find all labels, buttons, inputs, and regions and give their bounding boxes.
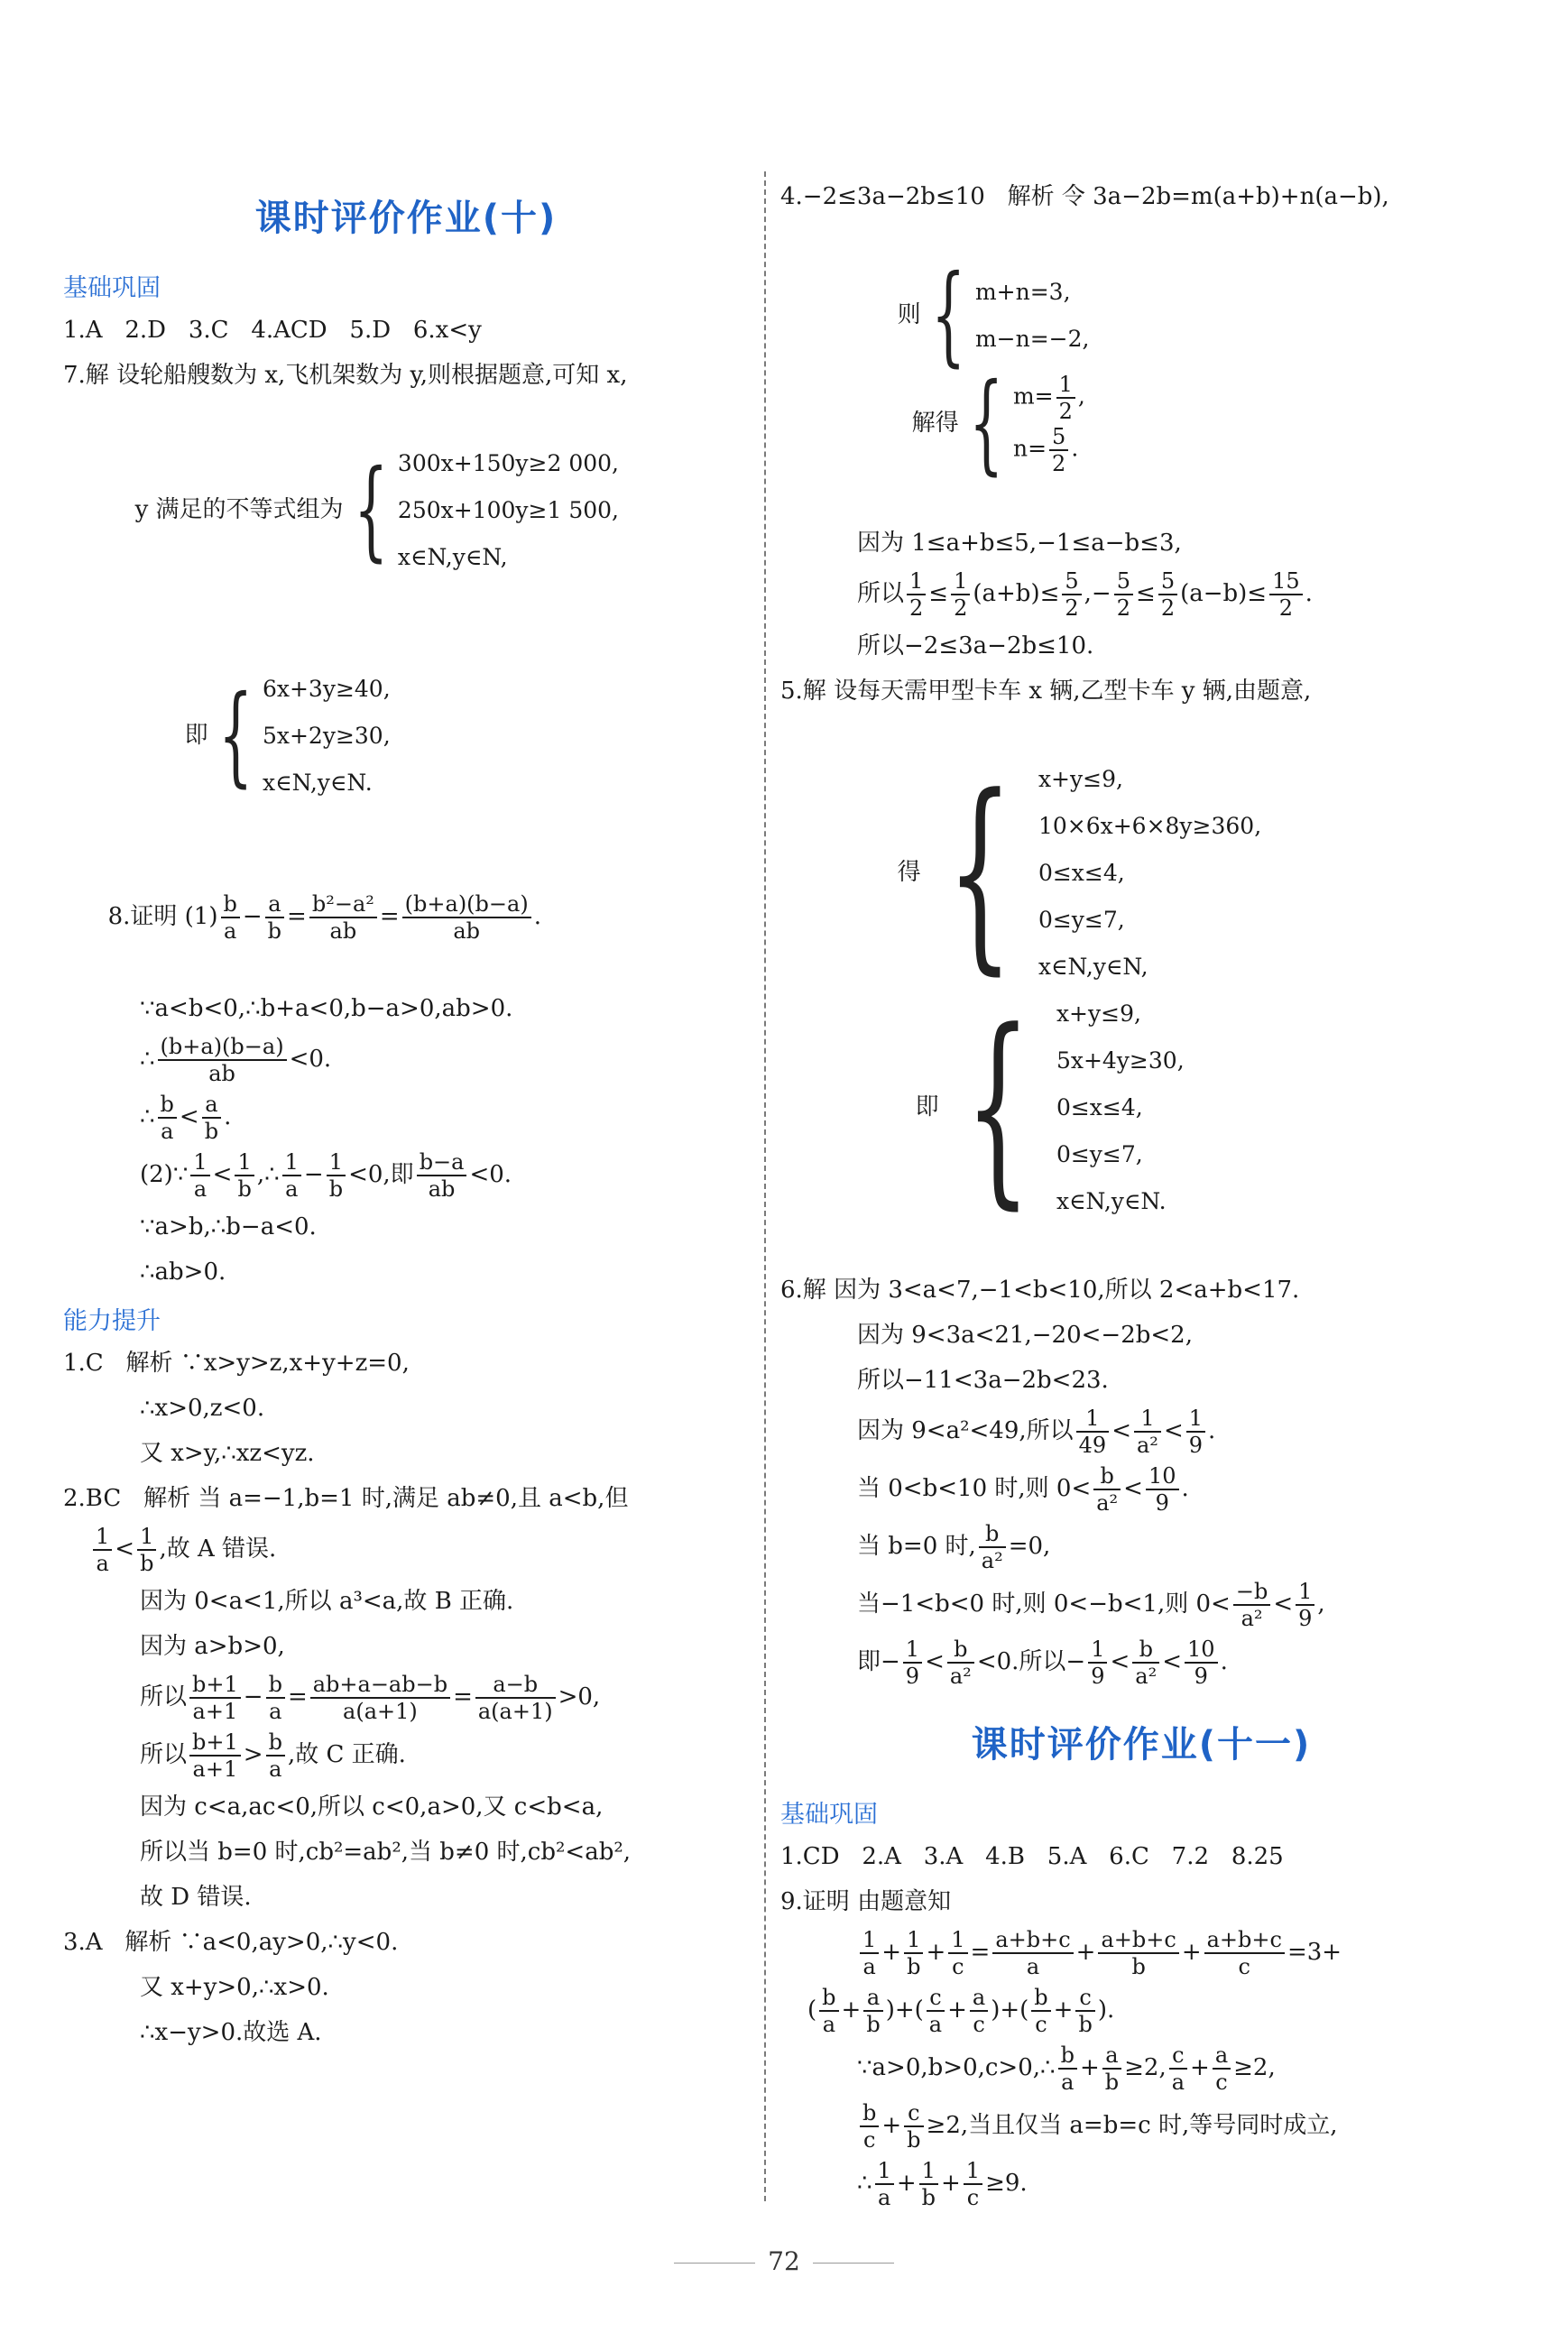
q8-line6: ∴ab>0. bbox=[140, 1259, 226, 1286]
q7-system-2: 即 { 6x+3y≥40, 5x+2y≥30, x∈N,y∈N. bbox=[184, 673, 391, 798]
p2-line7: 因为 c<a,ac<0,所以 c<0,a>0,又 c<b<a, bbox=[140, 1793, 604, 1821]
q6-line1: 6.解 因为 3<a<7,−1<b<10,所以 2<a+b<17. bbox=[780, 1277, 1300, 1304]
q4-line4: 所以−2≤3a−2b≤10. bbox=[857, 632, 1094, 659]
p3-line2: 又 x+y>0,∴x>0. bbox=[140, 1974, 329, 2001]
q6-line2: 因为 9<3a<21,−20<−2b<2, bbox=[857, 1322, 1193, 1349]
basic-heading: 基础巩固 bbox=[63, 274, 161, 302]
q8-line4: (2)∵ $\frac{1}{a}$ < $\frac{1}{b}$ ,∴ $\frac{1}{a}$ − $\frac{1}{b}$ <0,即 $\frac{b-a}{ab}$ <0. bbox=[140, 1149, 512, 1202]
advanced-heading: 能力提升 bbox=[63, 1307, 161, 1335]
q8-line2: ∴ $\frac{(b+a)(b-a)}{ab}$ <0. bbox=[140, 1034, 332, 1086]
p2-line8: 所以当 b=0 时,cb²=ab²,当 b≠0 时,cb²<ab², bbox=[140, 1839, 632, 1866]
p3-line3: ∴x−y>0.故选 A. bbox=[140, 2019, 322, 2046]
right-column bbox=[780, 171, 1502, 2216]
p2-line4: 因为 a>b>0, bbox=[140, 1633, 285, 1660]
q9-line2: $\frac{1}{a}$ + $\frac{1}{b}$ + $\frac{1}{c}$ = $\frac{a+b+c}{a}$ + $\frac{a+b+c}{b}$ + $\frac{a+b+c}{c}$ =3+ bbox=[780, 1927, 1502, 1979]
q8-line3: ∴ $\frac{b}{a}$ < $\frac{a}{b}$ . bbox=[140, 1092, 232, 1144]
basic-answers-2: 1.CD 2.A 3.A 4.B 5.A 6.C 7.2 8.25 bbox=[780, 1843, 1284, 1870]
section-title-11: 课时评价作业(十一) bbox=[971, 1724, 1312, 1766]
q8-line1: ∵a<b<0,∴b+a<0,b−a>0,ab>0. bbox=[140, 995, 513, 1022]
q6-line3: 所以−11<3a−2b<23. bbox=[857, 1367, 1109, 1394]
q4-line3: 所以 $\frac{1}{2}$ ≤ $\frac{1}{2}$ (a+b)≤ $\frac{5}{2}$ ,− $\frac{5}{2}$ ≤ $\frac{5}{2}$ (a−b)≤ $\frac{15}{2}$ . bbox=[857, 568, 1313, 621]
q7-intro: 7.解 设轮船艘数为 x,飞机架数为 y,则根据题意,可知 x, bbox=[63, 362, 628, 389]
page-number: 72 bbox=[0, 2246, 1568, 2276]
q9-line1: 9.证明 由题意知 bbox=[780, 1888, 952, 1915]
left-column bbox=[63, 162, 749, 2058]
q6-line7: 当−1<b<0 时,则 0<−b<1,则 0< $\frac{-b}{\text{a²}}$ < $\frac{1}{9}$ , bbox=[857, 1579, 1325, 1631]
p2-line3: 因为 0<a<1,所以 a³<a,故 B 正确. bbox=[140, 1588, 514, 1615]
q9-line4: ∵a>0,b>0,c>0,∴ $\frac{b}{a}$ + $\frac{a}{b}$ ≥2, $\frac{c}{a}$ + $\frac{a}{c}$ ≥2, bbox=[857, 2042, 1276, 2095]
basic-heading-2: 基础巩固 bbox=[780, 1801, 878, 1829]
p1-line2: ∴x>0,z<0. bbox=[140, 1395, 265, 1422]
q9-line3: ( $\frac{b}{a}$ + $\frac{a}{b}$ )+( $\frac{c}{a}$ + $\frac{a}{c}$ )+( $\frac{b}{c}$ + $\frac{c}{b}$ ). bbox=[807, 1985, 1115, 2037]
q8-part1: 8.证明 (1) $\frac{b}{a}$ − $\frac{a}{b}$ = $\frac{\text{b²−a²}}{ab}$ = $\frac{(b+a)(b-a)}{ab}$ . bbox=[107, 891, 541, 944]
q4-line2: 因为 1≤a+b≤5,−1≤a−b≤3, bbox=[857, 530, 1182, 557]
basic-answers: 1.A 2.D 3.C 4.ACD 5.D 6.x<y bbox=[63, 317, 482, 344]
p2-line2: $\frac{1}{a}$ < $\frac{1}{b}$ ,故 A 错误. bbox=[63, 1524, 749, 1576]
p1-line3: 又 x>y,∴xz<yz. bbox=[140, 1440, 315, 1467]
q7-system: y 满足的不等式组为 { 300x+150y≥2 000, 250x+100y≥1 500, x∈N,y∈N, bbox=[134, 447, 619, 573]
q4-line1: 4.−2≤3a−2b≤10 解析 令 3a−2b=m(a+b)+n(a−b), bbox=[780, 183, 1389, 210]
column-divider bbox=[764, 171, 766, 2201]
q5-systems: 得 { x+y≤9, 10×6x+6×8y≥360, 0≤x≤4, 0≤y≤7, x∈N,y∈N, 即 { x+y≤9, 5x+4y≥30, 0≤x≤4, 0≤y≤7, x∈N,y∈N. bbox=[897, 752, 1262, 1228]
q6-line5: 当 0<b<10 时,则 0< $\frac{b}{\text{a²}}$ < $\frac{10}{9}$ . bbox=[857, 1463, 1189, 1516]
section-title-10: 课时评价作业(十) bbox=[254, 198, 558, 239]
p2-line5: 所以 $\frac{b+1}{a+1}$ − $\frac{b}{a}$ = $\frac{ab+a-ab-b}{a(a+1)}$ = $\frac{a-b}{a(a+1)}$ >0, bbox=[140, 1672, 601, 1724]
q9-line5: $\frac{b}{c}$ + $\frac{c}{b}$ ≥2,当且仅当 a=b=c 时,等号同时成立, bbox=[780, 2100, 1502, 2153]
q6-line6: 当 b=0 时, $\frac{b}{\text{a²}}$ =0, bbox=[857, 1521, 1051, 1573]
q5-line1: 5.解 设每天需甲型卡车 x 辆,乙型卡车 y 辆,由题意, bbox=[780, 678, 1312, 705]
p2-line9: 故 D 错误. bbox=[140, 1884, 252, 1911]
q6-line8: 即− $\frac{1}{9}$ < $\frac{b}{\text{a²}}$ <0.所以− $\frac{1}{9}$ < $\frac{b}{\text{a²}}$ < $\frac{10}{9}$ . bbox=[857, 1637, 1228, 1689]
p3-line1: 3.A 解析 ∵a<0,ay>0,∴y<0. bbox=[63, 1929, 399, 1956]
p2-line1: 2.BC 解析 当 a=−1,b=1 时,满足 ab≠0,且 a<b,但 bbox=[63, 1485, 629, 1512]
q4-system: 则 { m+n=3, m−n=−2, 解得 { m= $\frac{1}{2}$ , n= $\frac{5}{2}$ . bbox=[897, 253, 1090, 486]
q8-line5: ∵a>b,∴b−a<0. bbox=[140, 1213, 317, 1240]
p1-line1: 1.C 解析 ∵x>y>z,x+y+z=0, bbox=[63, 1350, 410, 1377]
q9-line6: ∴ $\frac{1}{a}$ + $\frac{1}{b}$ + $\frac{1}{c}$ ≥9. bbox=[857, 2158, 1028, 2210]
q6-line4: 因为 9<a²<49,所以 $\frac{1}{49}$ < $\frac{1}{\text{a²}}$ < $\frac{1}{9}$ . bbox=[857, 1406, 1216, 1458]
p2-line6: 所以 $\frac{b+1}{a+1}$ > $\frac{b}{a}$ ,故 C 正确. bbox=[140, 1729, 406, 1782]
